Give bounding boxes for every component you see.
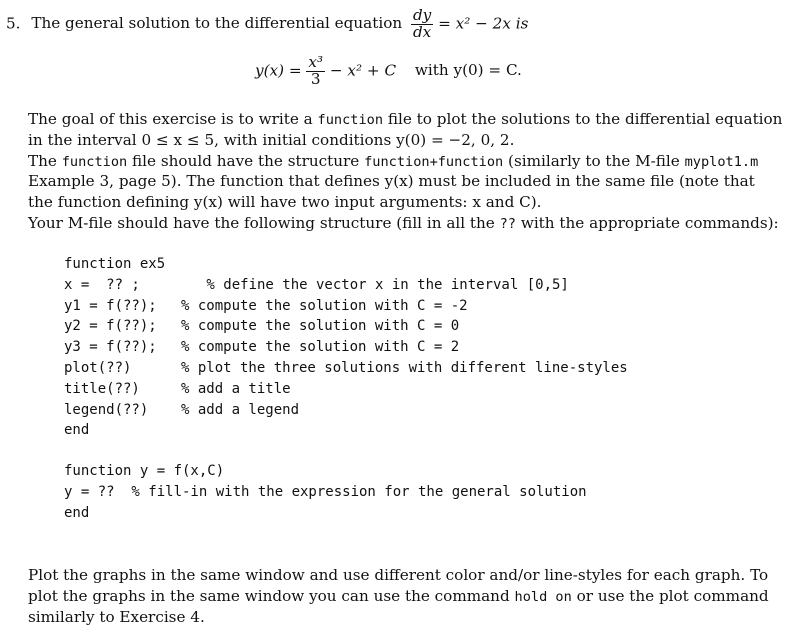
code-line: end	[64, 504, 90, 521]
derivative-numerator: dy	[412, 6, 432, 24]
code-block-main	[64, 254, 628, 441]
closing-line	[28, 565, 768, 585]
text-run: file should have the structure	[127, 151, 365, 170]
paragraph-line	[28, 151, 758, 172]
code-statement: end	[64, 422, 90, 439]
exercise-number: 5.	[6, 14, 21, 33]
paragraph-line	[28, 109, 782, 130]
code-line	[64, 379, 628, 400]
inline-code: myplot1.m	[684, 153, 759, 170]
closing-line	[28, 586, 769, 607]
text-run: similarly to Exercise 4.	[28, 607, 205, 626]
text-run: the function defining y(x) will have two input arguments: x and C).	[28, 193, 542, 212]
code-line	[64, 400, 628, 421]
solution-rest: − x² + C	[329, 61, 397, 80]
text-run: Your M-file should have the following structure (fill in all the	[28, 214, 500, 232]
code-block-function	[64, 461, 587, 523]
inline-code: function	[61, 153, 128, 170]
text-run: in the interval 0 ≤ x ≤ 5, with initial conditions y(0) = −2, 0, 2.	[28, 130, 515, 149]
code-statement: legend(??)	[64, 401, 149, 418]
code-line	[64, 337, 628, 358]
derivative-denominator: dx	[412, 22, 432, 41]
solution-condition: with y(0) = C.	[414, 61, 522, 80]
code-comment: % add a title	[181, 380, 291, 397]
inline-code: ??	[499, 216, 516, 232]
code-statement: y2 = f(??);	[64, 318, 157, 335]
code-comment: % add a legend	[181, 401, 300, 418]
inline-code: hold on	[514, 588, 572, 605]
code-line: y = ?? % fill-in with the expression for the general solution	[64, 483, 587, 500]
code-statement: function ex5	[64, 256, 166, 272]
paragraph-line	[28, 130, 514, 150]
derivative-fraction	[411, 8, 433, 41]
code-statement: plot(??)	[64, 359, 132, 376]
text-run: file to plot the solutions to the differential equation	[383, 110, 783, 128]
heading-text: The general solution to the differential equation	[31, 14, 403, 33]
text-run: or use the plot command	[571, 586, 769, 605]
code-line	[64, 254, 628, 275]
text-run: Example 3, page 5). The function that defines y(x) must be included in the same file (note that	[28, 172, 755, 191]
paragraph-line	[28, 171, 755, 191]
code-statement: x = ?? ;	[64, 276, 140, 293]
paragraph-line	[28, 192, 542, 212]
text-run: with the appropriate commands):	[516, 214, 779, 232]
code-comment: % compute the solution with C = 2	[181, 339, 460, 356]
code-statement: title(??)	[64, 380, 140, 397]
solution-numerator: x³	[308, 53, 324, 71]
code-line	[64, 275, 628, 296]
code-line	[64, 358, 628, 379]
solution-denominator: 3	[310, 69, 321, 88]
exercise-heading	[6, 8, 528, 41]
text-run: The	[28, 151, 62, 170]
code-comment: % compute the solution with C = 0	[181, 318, 460, 335]
inline-code: function	[317, 112, 384, 128]
solution-lhs: y(x) =	[255, 61, 302, 80]
code-comment: % define the vector x in the interval [0,5]	[198, 276, 569, 293]
code-statement: y3 = f(??);	[64, 339, 157, 356]
code-line: function y = f(x,C)	[64, 463, 225, 479]
text-run: The goal of this exercise is to write a	[28, 110, 318, 128]
closing-line	[28, 607, 205, 627]
text-run: (similarly to the M-file	[503, 151, 685, 170]
general-solution-equation	[255, 55, 522, 88]
solution-fraction	[306, 55, 325, 88]
inline-code: function+function	[364, 153, 504, 170]
code-statement: y1 = f(??);	[64, 297, 157, 314]
text-run: Plot the graphs in the same window and use different color and/or line-styles for each graph. To	[28, 566, 769, 584]
code-line	[64, 316, 628, 337]
code-line	[64, 420, 628, 441]
code-line	[64, 296, 628, 317]
paragraph-line	[28, 213, 779, 234]
code-comment: % compute the solution with C = -2	[181, 297, 468, 314]
text-run: plot the graphs in the same window you can use the command	[28, 586, 515, 605]
code-comment: % plot the three solutions with different line-styles	[181, 359, 628, 376]
equation-rhs: = x² − 2x is	[438, 14, 529, 33]
